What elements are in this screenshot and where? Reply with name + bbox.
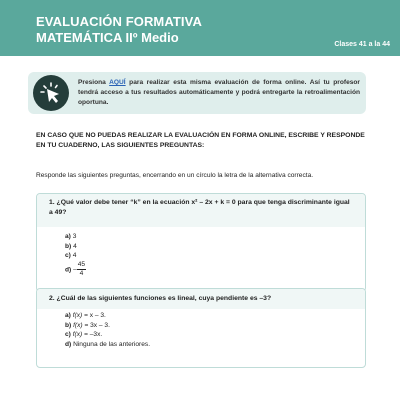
classes-label: Clases 41 a la 44 [334,41,390,48]
page-title: EVALUACIÓN FORMATIVA [36,14,202,29]
option-b[interactable]: b) 4 [65,242,77,250]
question-1-text: 1. ¿Qué valor debe tener “k” en la ecuación x² – 2x + k = 0 para que tenga discriminante igual a 49? [49,199,350,216]
question-2-box [36,288,366,368]
option-b[interactable]: b) f(x) = 3x – 3. [65,321,110,329]
instructions: Responde las siguientes preguntas, encerrando en un círculo la letra de la alternativa correcta. [36,172,314,179]
online-info-box [28,72,366,114]
cursor-click-icon[interactable] [33,75,69,111]
option-d[interactable]: d) Ninguna de las anteriores. [65,340,151,348]
online-evaluation-link[interactable]: AQUÍ [109,79,126,86]
header-banner [0,0,400,56]
option-c[interactable]: c) 4 [65,252,77,259]
option-d[interactable]: d) – $\frac{45}{4}$ [65,260,86,277]
offline-notice: EN CASO QUE NO PUEDAS REALIZAR LA EVALUACIÓN EN FORMA ONLINE, ESCRIBE Y RESPONDE EN TU CUADERNO, LAS SIGUIENTES PREGUNTAS: [36,132,365,149]
question-1-box [36,193,366,292]
option-a[interactable]: a) 3 [65,233,77,240]
question-2-options [65,311,150,349]
question-1-options [65,232,86,278]
fraction: $\frac{45}{4}$ [77,260,86,277]
option-a[interactable]: a) f(x) = x – 3. [65,312,106,319]
info-text: Presiona AQUÍ para realizar esta misma evaluación de forma online. Así tu profesor tendrá acceso a tus resultados automáticamente y podrá entregarte la retroalimentación oportuna. [78,79,360,106]
option-c[interactable]: c) f(x) = –3x. [65,331,103,338]
page-subtitle: MATEMÁTICA IIº Medio [36,30,179,45]
question-2-text: 2. ¿Cuál de las siguientes funciones es lineal, cuya pendiente es –3? [49,295,272,302]
